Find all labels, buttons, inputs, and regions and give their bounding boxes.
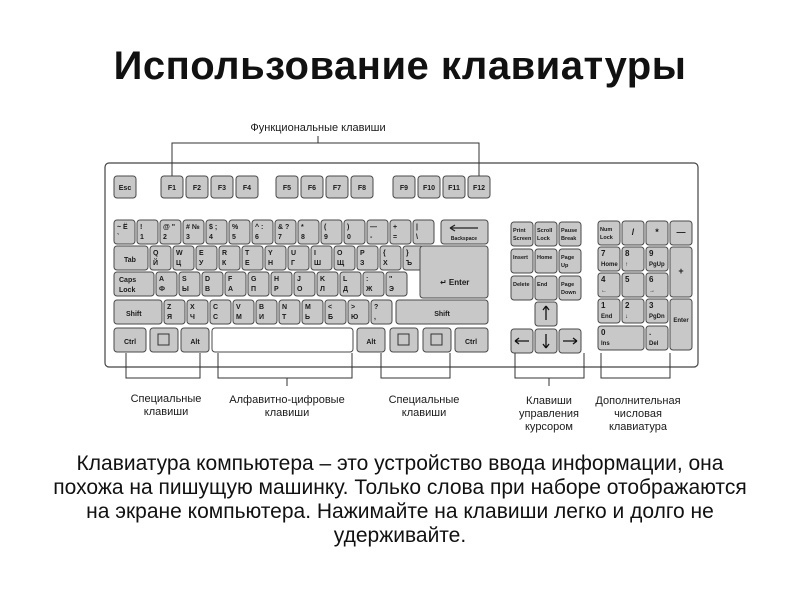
key-numpad-plus[interactable] (670, 247, 692, 297)
key-label: F6 (307, 185, 317, 192)
key-numpad-5[interactable] (622, 273, 644, 297)
key-nav-label-1: Home (537, 255, 553, 261)
key-zxcv-6-top: M (305, 304, 311, 311)
key-zxcv-4-top: B (259, 304, 265, 311)
key-qwerty-10-top: { (383, 250, 386, 257)
key-label: F12 (472, 185, 486, 192)
key-shift-right-label: Shift (434, 311, 450, 318)
key-zxcv-4[interactable] (256, 300, 277, 324)
key-nav-label-1: Insert (513, 255, 528, 261)
key-zxcv-0[interactable] (164, 300, 185, 324)
key-numpad-r1-2[interactable] (646, 221, 668, 245)
key-tab-label: Tab (124, 257, 136, 264)
key-asdf-4-top: G (251, 276, 257, 283)
key-qwerty-0-bottom: Й (153, 260, 159, 267)
key-num-3-top: # № (186, 224, 200, 231)
key-right-arrow[interactable] (559, 329, 581, 353)
key-num-5-top: % (232, 224, 239, 231)
key-asdf-10[interactable] (386, 272, 407, 296)
key-zxcv-3-bottom: М (236, 314, 242, 321)
key-asdf-8-bottom: Д (343, 286, 348, 293)
key-numpad-7[interactable] (598, 247, 620, 271)
key-asdf-9-bottom: Ж (366, 286, 373, 293)
key-num-0-top: ~ Ё (117, 224, 128, 231)
key-alt-right-label: Alt (366, 339, 376, 346)
key-num-4-bottom: 4 (209, 234, 213, 241)
key-numpad-6[interactable] (646, 273, 668, 297)
key-qwerty-11-top: } (406, 250, 409, 257)
key-qwerty-9-top: P (360, 250, 365, 257)
key-numpad-4-sub: ← (601, 288, 607, 294)
key-num-4-top: $ ; (209, 224, 218, 231)
key-num-13-bottom: \ (416, 234, 418, 241)
key-f10[interactable] (418, 176, 440, 198)
key-qwerty-6-top: U (291, 250, 297, 257)
callout-cursor-keys-line-1: управления (519, 408, 579, 420)
key-enter-label: ↵ Enter (440, 278, 470, 287)
key-asdf-7-top: K (320, 276, 326, 283)
key-qwerty-6[interactable] (288, 246, 309, 270)
key-ctrl-left-label: Ctrl (123, 339, 137, 346)
key-asdf-5-bottom: Р (274, 286, 279, 293)
key-qwerty-1-top: W (176, 250, 183, 257)
key-zxcv-3[interactable] (233, 300, 254, 324)
key-f11[interactable] (443, 176, 465, 198)
key-zxcv-8[interactable] (348, 300, 369, 324)
key-asdf-7-bottom: Л (320, 286, 325, 293)
key-numpad-r1-1[interactable] (622, 221, 644, 245)
key-qwerty-6-bottom: Г (291, 260, 295, 267)
key-num-3[interactable] (183, 220, 204, 244)
key-numpad-2[interactable] (622, 299, 644, 323)
key-qwerty-7[interactable] (311, 246, 332, 270)
key-zxcv-0-bottom: Я (167, 314, 173, 321)
key-numpad-8[interactable] (622, 247, 644, 271)
key-numpad-label: — (676, 227, 686, 237)
key-qwerty-8-bottom: Щ (337, 260, 345, 267)
key-nav-print-screen[interactable] (511, 222, 533, 246)
key-shift-right[interactable] (396, 300, 488, 324)
key-numpad-2-num: 2 (625, 301, 630, 310)
key-label: F1 (167, 185, 177, 192)
key-label: F7 (332, 185, 342, 192)
key-nav-insert[interactable] (511, 249, 533, 273)
key-numpad-3-num: 3 (649, 301, 654, 310)
key-alt-left-label: Alt (190, 339, 200, 346)
callout-special-keys-left-line-1: клавиши (143, 406, 189, 418)
key-numpad-1[interactable] (598, 299, 620, 323)
key-asdf-0[interactable] (156, 272, 177, 296)
key-numpad-9-num: 9 (649, 249, 654, 258)
key-num-8-bottom: 8 (301, 234, 305, 241)
key-ctrl-left[interactable] (114, 328, 146, 352)
key-asdf-2-top: D (205, 276, 211, 283)
key-qwerty-7-bottom: Ш (314, 260, 322, 267)
key-numpad-4[interactable] (598, 273, 620, 297)
key-zxcv-5-bottom: Т (282, 314, 287, 321)
key-zxcv-4-bottom: И (259, 314, 265, 321)
key-numpad-2-sub: ↓ (625, 314, 628, 320)
key-numpad-dot-num: . (649, 328, 652, 337)
key-numpad-label-1: Num (600, 227, 613, 233)
key-f1[interactable] (161, 176, 183, 198)
key-caps-lock[interactable] (114, 272, 154, 296)
key-qwerty-4-top: T (245, 250, 250, 257)
key-asdf-3-top: F (228, 276, 233, 283)
key-enter[interactable] (420, 246, 488, 298)
key-num-6[interactable] (252, 220, 273, 244)
key-asdf-6[interactable] (294, 272, 315, 296)
key-asdf-2-bottom: В (205, 286, 211, 293)
key-nav-scroll-lock[interactable] (535, 222, 557, 246)
callout-alphanumeric-keys-line-0: Алфавитно-цифровые (229, 394, 345, 406)
key-nav-label-1: Print (513, 228, 526, 234)
key-label: F3 (217, 185, 227, 192)
key-shift-left[interactable] (114, 300, 162, 324)
key-zxcv-6-bottom: Ь (305, 314, 311, 321)
key-asdf-4-bottom: П (251, 286, 257, 293)
key-asdf-8-top: L (343, 276, 348, 283)
key-label: F11 (448, 185, 460, 192)
key-qwerty-4-bottom: Е (245, 260, 250, 267)
key-up-arrow[interactable] (535, 302, 557, 326)
key-caps-label-2: Lock (119, 287, 136, 294)
key-numpad-label-2: Lock (600, 235, 613, 241)
key-asdf-10-top: " (389, 276, 393, 283)
key-numpad-0-num: 0 (601, 328, 606, 337)
key-num-12-top: + (393, 224, 398, 231)
key-f4[interactable] (236, 176, 258, 198)
key-f8[interactable] (351, 176, 373, 198)
key-nav-page-down[interactable] (559, 276, 581, 300)
key-nav-label-1: Page (561, 255, 575, 261)
key-numpad-4-num: 4 (601, 275, 606, 284)
key-num-4[interactable] (206, 220, 227, 244)
key-zxcv-9[interactable] (371, 300, 392, 324)
key-nav-label-1: Pause (561, 228, 578, 234)
key-num-2[interactable] (160, 220, 181, 244)
key-numpad-1-num: 1 (601, 301, 606, 310)
key-ctrl-right-label: Ctrl (464, 339, 478, 346)
key-asdf-1-bottom: Ы (182, 286, 189, 293)
key-qwerty-11-bottom: Ъ (406, 260, 413, 267)
key-numpad-8-sub: ↑ (625, 262, 628, 268)
key-asdf-8[interactable] (340, 272, 361, 296)
key-numpad-label: * (655, 227, 659, 237)
key-num-10-top: ) (347, 224, 350, 231)
key-asdf-0-top: A (159, 276, 165, 283)
key-f6[interactable] (301, 176, 323, 198)
key-qwerty-5-bottom: Н (268, 260, 274, 267)
key-qwerty-2[interactable] (196, 246, 217, 270)
key-zxcv-7-top: < (328, 304, 333, 311)
key-num-10[interactable] (344, 220, 365, 244)
key-ctrl-right[interactable] (455, 328, 488, 352)
key-zxcv-0-top: Z (167, 304, 172, 311)
key-num-1-bottom: 1 (140, 234, 144, 241)
key-zxcv-3-top: V (236, 304, 241, 311)
key-nav-home[interactable] (535, 249, 557, 273)
key-num-12-bottom: = (393, 234, 398, 241)
key-f7[interactable] (326, 176, 348, 198)
key-label: F8 (357, 185, 367, 192)
key-qwerty-9[interactable] (357, 246, 378, 270)
key-asdf-5-top: H (274, 276, 280, 283)
key-qwerty-2-top: E (199, 250, 204, 257)
key-label: F5 (282, 185, 292, 192)
key-numpad-1-sub: End (601, 314, 613, 320)
callout-numpad-line-0: Дополнительная (595, 395, 681, 407)
key-num-8[interactable] (298, 220, 319, 244)
key-qwerty-1[interactable] (173, 246, 194, 270)
key-zxcv-8-top: > (351, 304, 356, 311)
key-num-11-top: — (370, 224, 377, 231)
key-qwerty-2-bottom: У (199, 260, 204, 267)
callout-function-keys: Функциональные клавиши (250, 122, 386, 134)
key-qwerty-5-top: Y (268, 250, 273, 257)
key-qwerty-9-bottom: З (360, 260, 365, 267)
key-numpad-plus-label: + (678, 266, 684, 276)
key-numpad-0[interactable] (598, 326, 644, 350)
key-qwerty-1-bottom: Ц (176, 260, 182, 267)
key-f3[interactable] (211, 176, 233, 198)
key-num-5-bottom: 5 (232, 234, 236, 241)
key-f9[interactable] (393, 176, 415, 198)
key-qwerty-3-top: R (222, 250, 228, 257)
key-asdf-7[interactable] (317, 272, 338, 296)
key-zxcv-1[interactable] (187, 300, 208, 324)
key-asdf-1[interactable] (179, 272, 200, 296)
key-asdf-2[interactable] (202, 272, 223, 296)
key-numpad-3-sub: PgDn (649, 314, 665, 320)
key-nav-end[interactable] (535, 276, 557, 300)
key-num-2-top: @ " (163, 224, 176, 231)
key-qwerty-3-bottom: К (222, 260, 227, 267)
key-left-arrow[interactable] (511, 329, 533, 353)
key-asdf-10-bottom: Э (389, 286, 394, 293)
key-qwerty-8[interactable] (334, 246, 355, 270)
key-asdf-4[interactable] (248, 272, 269, 296)
key-f5[interactable] (276, 176, 298, 198)
key-zxcv-1-top: X (190, 304, 195, 311)
key-num-6-bottom: 6 (255, 234, 259, 241)
key-asdf-1-top: S (182, 276, 187, 283)
key-qwerty-7-top: I (314, 250, 316, 257)
key-nav-page-up[interactable] (559, 249, 581, 273)
key-zxcv-9-top: ? (374, 304, 379, 311)
key-num-2-bottom: 2 (163, 234, 167, 241)
callout-cursor-keys-line-2: курсором (525, 421, 573, 433)
key-alt-right[interactable] (357, 328, 385, 352)
key-tab[interactable] (114, 246, 148, 270)
callout-special-keys-left-line-0: Специальные (130, 393, 202, 405)
key-numpad-label: / (631, 227, 635, 237)
key-num-13[interactable] (413, 220, 434, 244)
key-label: F2 (192, 185, 202, 192)
page-title: Использование клавиатуры (113, 44, 687, 88)
key-zxcv-9-bottom: , (374, 314, 376, 321)
key-label: Esc (118, 185, 132, 192)
key-asdf-9[interactable] (363, 272, 384, 296)
key-zxcv-7[interactable] (325, 300, 346, 324)
key-f12[interactable] (468, 176, 490, 198)
key-qwerty-3[interactable] (219, 246, 240, 270)
key-numpad-0-sub: Ins (601, 341, 610, 347)
key-nav-delete[interactable] (511, 276, 533, 300)
key-num-7[interactable] (275, 220, 296, 244)
key-numpad-8-num: 8 (625, 249, 630, 258)
key-zxcv-6[interactable] (302, 300, 323, 324)
key-numpad-7-num: 7 (601, 249, 606, 258)
key-num-8-top: * (301, 224, 304, 231)
callout-special-keys-right-line-0: Специальные (388, 394, 460, 406)
key-num-6-top: ^ : (255, 224, 264, 231)
key-nav-label-2: Down (561, 290, 576, 296)
key-caps-label-1: Caps (119, 277, 137, 284)
key-numpad-7-sub: Home (601, 262, 618, 268)
key-num-11-bottom: - (370, 234, 373, 241)
key-qwerty-0[interactable] (150, 246, 171, 270)
key-numpad-enter[interactable] (670, 299, 692, 350)
key-num-9[interactable] (321, 220, 342, 244)
key-asdf-6-bottom: О (297, 286, 303, 293)
key-numpad-r1-0[interactable] (598, 221, 620, 245)
key-win-left[interactable] (150, 328, 178, 352)
key-num-13-top: | (416, 224, 418, 231)
callout-alphanumeric-keys-line-1: клавиши (264, 407, 310, 419)
key-nav-label-1: Page (561, 282, 575, 288)
key-num-1[interactable] (137, 220, 158, 244)
key-zxcv-8-bottom: Ю (351, 314, 359, 321)
key-numpad-9-sub: PgUp (649, 262, 665, 268)
key-num-7-bottom: 7 (278, 234, 282, 241)
callout-special-keys-right-line-1: клавиши (401, 407, 447, 419)
key-esc[interactable] (114, 176, 136, 198)
key-backspace-label: Backspace (450, 236, 478, 242)
key-nav-label-2: Screen (513, 236, 532, 242)
key-nav-label-1: End (537, 282, 548, 288)
key-zxcv-5-top: N (282, 304, 288, 311)
key-nav-label-2: Lock (537, 236, 550, 242)
key-win-right[interactable] (390, 328, 418, 352)
key-numpad-6-sub: → (649, 288, 655, 294)
key-num-10-bottom: 0 (347, 234, 351, 241)
key-numpad-enter-label: Enter (673, 318, 689, 324)
key-label: F9 (399, 185, 409, 192)
key-numpad-9[interactable] (646, 247, 668, 271)
key-numpad-5-num: 5 (625, 275, 630, 284)
key-num-11[interactable] (367, 220, 388, 244)
key-zxcv-1-bottom: Ч (190, 314, 195, 321)
key-nav-label-1: Delete (513, 282, 530, 288)
key-num-0[interactable] (114, 220, 135, 244)
key-num-0-bottom: ` (117, 234, 120, 241)
key-spacebar[interactable] (212, 328, 353, 352)
key-asdf-3-bottom: А (228, 286, 234, 293)
key-numpad-6-num: 6 (649, 275, 654, 284)
key-qwerty-5[interactable] (265, 246, 286, 270)
key-num-9-bottom: 9 (324, 234, 328, 241)
key-num-1-top: ! (140, 224, 143, 231)
key-qwerty-8-top: O (337, 250, 343, 257)
key-down-arrow[interactable] (535, 329, 557, 353)
key-asdf-5[interactable] (271, 272, 292, 296)
key-numpad-r1-3[interactable] (670, 221, 692, 245)
key-asdf-9-top: : (366, 276, 369, 283)
key-qwerty-10-bottom: Х (383, 260, 388, 267)
key-qwerty-10[interactable] (380, 246, 401, 270)
callout-cursor-keys-line-0: Клавиши (526, 395, 572, 407)
key-backspace[interactable] (441, 220, 488, 244)
key-numpad-dot[interactable] (646, 326, 668, 350)
key-num-9-top: ( (324, 224, 327, 231)
callout-numpad-line-2: клавиатура (608, 421, 668, 433)
key-shift-left-label: Shift (126, 311, 142, 318)
key-numpad-dot-sub: Del (649, 341, 659, 347)
key-menu[interactable] (423, 328, 451, 352)
key-label: F4 (242, 185, 252, 192)
key-alt-left[interactable] (181, 328, 209, 352)
key-num-12[interactable] (390, 220, 411, 244)
key-asdf-6-top: J (297, 276, 301, 283)
key-f2[interactable] (186, 176, 208, 198)
key-zxcv-2[interactable] (210, 300, 231, 324)
key-asdf-0-bottom: Ф (159, 286, 165, 293)
callout-numpad-line-1: числовая (614, 408, 662, 420)
key-nav-label-2: Up (561, 263, 569, 269)
key-qwerty-0-top: Q (153, 250, 159, 257)
key-zxcv-5[interactable] (279, 300, 300, 324)
key-num-5[interactable] (229, 220, 250, 244)
key-zxcv-2-top: C (213, 304, 219, 311)
key-zxcv-7-bottom: Б (328, 314, 334, 321)
key-num-7-top: & ? (278, 224, 290, 231)
key-qwerty-4[interactable] (242, 246, 263, 270)
key-zxcv-2-bottom: С (213, 314, 219, 321)
key-asdf-3[interactable] (225, 272, 246, 296)
key-nav-pause-break[interactable] (559, 222, 581, 246)
key-numpad-3[interactable] (646, 299, 668, 323)
key-nav-label-2: Break (561, 236, 577, 242)
key-num-3-bottom: 3 (186, 234, 190, 241)
slide-caption: Клавиатура компьютера – это устройство ввода информации, она похожа на пишущую машинку. Только слова при наборе отображаются на экране компьютера. Нажимайте на клавиши легко и долго не удерживайте. (53, 452, 747, 547)
key-nav-label-1: Scroll (537, 228, 553, 234)
key-label: F10 (422, 185, 436, 192)
